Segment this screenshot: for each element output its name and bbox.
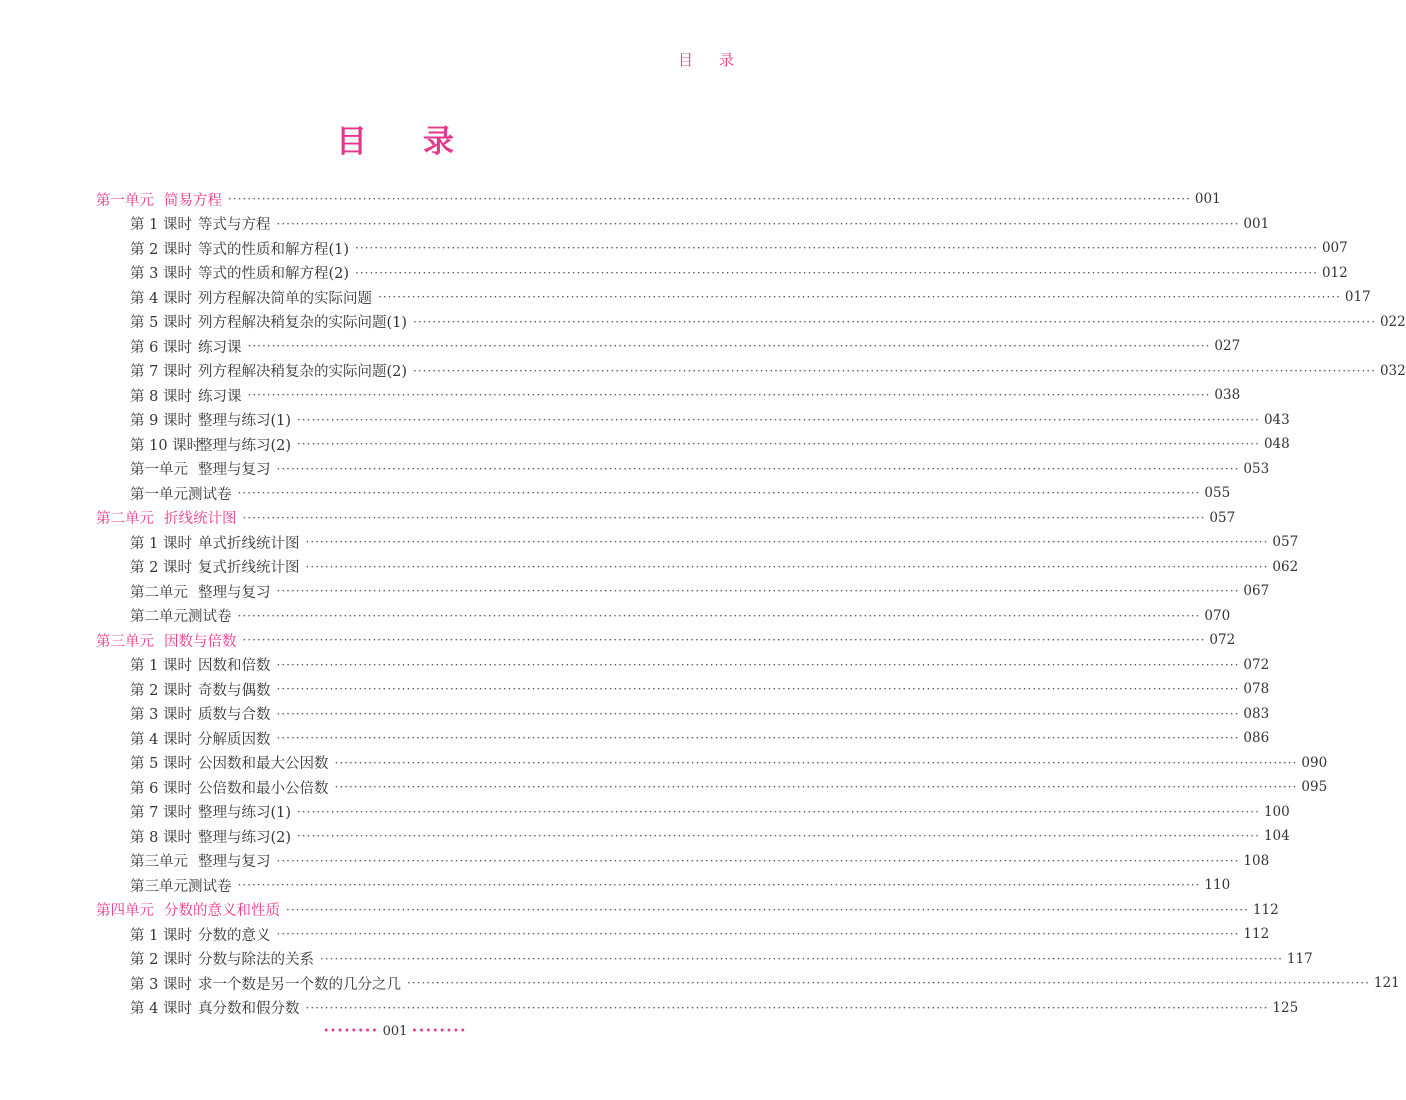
toc-lesson-entry[interactable] [96, 873, 1231, 898]
toc-page-number: 100 [1263, 803, 1290, 820]
toc-leader-dots: ········································································································································································································ [276, 461, 1240, 476]
toc-page-number: 112 [1243, 926, 1270, 943]
toc-entry-label [130, 679, 271, 700]
toc-entry-title: 因数和倍数 [198, 658, 271, 675]
toc-entry-number: 第 4 课时 [130, 1001, 192, 1018]
toc-entry-label [130, 483, 232, 504]
toc-lesson-entry[interactable] [96, 261, 1348, 286]
toc-leader-dots: ········································································································································································································ [297, 437, 1260, 452]
toc-entry-label [130, 997, 300, 1018]
toc-leader-dots: ········································································································································································································ [334, 780, 1298, 795]
toc-leader-dots: ········································································································································································································ [407, 976, 1370, 991]
toc-page-number: 110 [1204, 877, 1231, 894]
toc-leader-dots: ········································································································································································································ [237, 608, 1201, 623]
toc-entry-title: 整理与复习 [198, 462, 271, 479]
toc-entry-number: 第 2 课时 [130, 241, 192, 258]
footer-ornament-right: •••••••• [411, 1026, 467, 1037]
toc-entry-label [130, 287, 372, 308]
toc-entry-label [130, 409, 291, 430]
toc-lesson-entry[interactable] [96, 849, 1270, 874]
toc-lesson-entry[interactable] [96, 971, 1400, 996]
toc-lesson-entry[interactable] [96, 432, 1290, 457]
toc-entry-label [130, 458, 271, 479]
toc-entry-number: 第 5 课时 [130, 315, 192, 332]
toc-leader-dots: ········································································································································································································ [276, 657, 1240, 672]
toc-entry-title: 奇数与偶数 [198, 682, 271, 699]
toc-entry-number: 第 7 课时 [130, 364, 192, 381]
toc-entry-label [130, 826, 291, 847]
toc-page-number: 086 [1243, 730, 1270, 747]
toc-entry-title: 列方程解决简单的实际问题 [198, 290, 372, 307]
toc-page-number: 083 [1243, 705, 1270, 722]
toc-entry-title: 列方程解决稍复杂的实际问题(1) [198, 315, 408, 332]
toc-lesson-entry[interactable] [96, 310, 1406, 335]
toc-page-number: 067 [1243, 583, 1270, 600]
toc-entry-title: 等式与方程 [198, 217, 271, 234]
toc-page-number: 048 [1263, 436, 1290, 453]
toc-lesson-entry[interactable] [96, 653, 1270, 678]
toc-entry-number: 第二单元 [130, 584, 188, 601]
toc-entry-number: 第 3 课时 [130, 707, 192, 724]
toc-leader-dots: ········································································································································································································ [276, 927, 1240, 942]
toc-entry-number: 第 4 课时 [130, 290, 192, 307]
toc-entry-number: 第 9 课时 [130, 413, 192, 430]
toc-page-number: 104 [1263, 828, 1290, 845]
toc-lesson-entry[interactable] [96, 236, 1348, 261]
footer-ornament-left: •••••••• [323, 1026, 379, 1037]
toc-page-number: 001 [1194, 191, 1221, 208]
toc-page-number: 062 [1272, 558, 1299, 575]
toc-entry-title: 真分数和假分数 [198, 1001, 300, 1018]
toc-entry-label [130, 262, 349, 283]
page-footer [0, 1024, 790, 1039]
toc-entry-label [130, 752, 329, 773]
toc-entry-number: 第 10 课时 [130, 437, 202, 454]
toc-lesson-entry[interactable] [96, 457, 1270, 482]
toc-lesson-entry[interactable] [96, 408, 1290, 433]
toc-page-number: 022 [1379, 313, 1406, 330]
toc-entry-label [96, 507, 237, 528]
toc-lesson-entry[interactable] [96, 555, 1299, 580]
toc-entry-title: 分数的意义和性质 [164, 903, 280, 920]
toc-leader-dots: ········································································································································································································ [305, 535, 1269, 550]
toc-entry-number: 第一单元 [96, 192, 154, 209]
toc-leader-dots: ········································································································································································································ [276, 584, 1240, 599]
toc-unit-entry[interactable] [96, 628, 1236, 653]
toc-lesson-entry[interactable] [96, 481, 1231, 506]
toc-entry-label [130, 973, 401, 994]
toc-entry-title: 列方程解决稍复杂的实际问题(2) [198, 364, 408, 381]
toc-leader-dots: ········································································································································································································ [247, 339, 1211, 354]
toc-lesson-entry[interactable] [96, 775, 1328, 800]
toc-entry-label [130, 605, 232, 626]
toc-entry-number: 第 8 课时 [130, 388, 192, 405]
toc-entry-title: 单式折线统计图 [198, 535, 300, 552]
toc-entry-label [130, 213, 271, 234]
toc-unit-entry[interactable] [96, 506, 1236, 531]
toc-entry-number: 第二单元 [96, 511, 154, 528]
toc-entry-title: 质数与合数 [198, 707, 271, 724]
toc-page-number: 057 [1209, 509, 1236, 526]
toc-entry-title: 求一个数是另一个数的几分之几 [198, 976, 401, 993]
toc-entry-title: 整理与练习(1) [198, 805, 292, 822]
toc-leader-dots: ········································································································································································································ [276, 706, 1240, 721]
toc-entry-title: 等式的性质和解方程(1) [198, 241, 350, 258]
toc-entry-label [130, 703, 271, 724]
toc-entry-title: 练习课 [198, 339, 242, 356]
toc-lesson-entry[interactable] [96, 726, 1270, 751]
toc-page-number: 032 [1379, 362, 1406, 379]
table-of-contents [96, 187, 1406, 1020]
toc-leader-dots: ········································································································································································································ [247, 388, 1211, 403]
toc-entry-title: 复式折线统计图 [198, 560, 300, 577]
toc-unit-entry[interactable] [96, 898, 1279, 923]
toc-lesson-entry[interactable] [96, 212, 1270, 237]
toc-page-number: 070 [1204, 607, 1231, 624]
toc-entry-label [130, 311, 407, 332]
toc-leader-dots: ········································································································································································································ [297, 804, 1260, 819]
toc-entry-number: 第 2 课时 [130, 682, 192, 699]
toc-entry-number: 第 6 课时 [130, 339, 192, 356]
toc-entry-number: 第 2 课时 [130, 560, 192, 577]
toc-leader-dots: ········································································································································································································ [286, 902, 1249, 917]
toc-entry-title: 整理与练习(1) [198, 413, 292, 430]
toc-entry-title: 整理与练习(2) [198, 437, 292, 454]
toc-entry-number: 第 1 课时 [130, 535, 192, 552]
toc-leader-dots: ········································································································································································································ [237, 878, 1201, 893]
toc-lesson-entry[interactable] [96, 947, 1313, 972]
toc-page-number: 017 [1344, 289, 1371, 306]
toc-lesson-entry[interactable] [96, 677, 1270, 702]
toc-entry-title: 第二单元测试卷 [130, 609, 232, 626]
toc-page-number: 053 [1243, 460, 1270, 477]
toc-page-number: 095 [1301, 779, 1328, 796]
toc-entry-title: 整理与练习(2) [198, 829, 292, 846]
toc-page-number: 108 [1243, 852, 1270, 869]
toc-entry-label [130, 532, 300, 553]
toc-entry-title: 第三单元测试卷 [130, 878, 232, 895]
toc-leader-dots: ········································································································································································································ [334, 755, 1298, 770]
toc-leader-dots: ········································································································································································································ [305, 1000, 1269, 1015]
toc-page-number: 027 [1214, 338, 1241, 355]
toc-entry-number: 第 7 课时 [130, 805, 192, 822]
toc-leader-dots: ········································································································································································································ [413, 363, 1376, 378]
toc-entry-title: 练习课 [198, 388, 242, 405]
toc-entry-title: 因数与倍数 [164, 633, 237, 650]
toc-page-number: 117 [1286, 950, 1313, 967]
toc-page-number: 001 [1243, 215, 1270, 232]
toc-entry-label [130, 850, 271, 871]
toc-entry-label [130, 777, 329, 798]
toc-page-number: 012 [1321, 264, 1348, 281]
toc-entry-number: 第 8 课时 [130, 829, 192, 846]
toc-leader-dots: ········································································································································································································ [276, 731, 1240, 746]
toc-unit-entry[interactable] [96, 187, 1221, 212]
toc-entry-label [130, 875, 232, 896]
toc-entry-title: 第一单元测试卷 [130, 486, 232, 503]
toc-entry-label [130, 924, 271, 945]
toc-leader-dots: ········································································································································································································ [413, 314, 1376, 329]
toc-entry-label [96, 630, 237, 651]
toc-entry-label [130, 556, 300, 577]
toc-entry-label [96, 899, 280, 920]
toc-entry-label [130, 385, 242, 406]
toc-entry-title: 分解质因数 [198, 731, 271, 748]
toc-lesson-entry[interactable] [96, 604, 1231, 629]
toc-entry-label [130, 728, 271, 749]
toc-entry-number: 第 1 课时 [130, 927, 192, 944]
toc-page-number: 043 [1263, 411, 1290, 428]
toc-entry-number: 第 5 课时 [130, 756, 192, 773]
toc-leader-dots: ········································································································································································································ [242, 510, 1206, 525]
toc-page-number: 007 [1321, 240, 1348, 257]
toc-page-number: 112 [1252, 901, 1279, 918]
toc-entry-label [130, 581, 271, 602]
toc-page-number: 057 [1272, 534, 1299, 551]
toc-entry-title: 公因数和最大公因数 [198, 756, 329, 773]
toc-entry-title: 分数与除法的关系 [198, 952, 314, 969]
toc-leader-dots: ········································································································································································································ [276, 216, 1240, 231]
toc-lesson-entry[interactable] [96, 996, 1299, 1021]
footer-page-number: 001 [382, 1024, 408, 1039]
toc-leader-dots: ········································································································································································································ [242, 633, 1206, 648]
toc-page-number: 078 [1243, 681, 1270, 698]
toc-leader-dots: ········································································································································································································ [228, 192, 1191, 207]
toc-entry-number: 第 6 课时 [130, 780, 192, 797]
toc-leader-dots: ········································································································································································································ [320, 951, 1283, 966]
toc-entry-label [130, 360, 407, 381]
toc-entry-number: 第 1 课时 [130, 217, 192, 234]
toc-leader-dots: ········································································································································································································ [305, 559, 1269, 574]
toc-lesson-entry[interactable] [96, 334, 1241, 359]
toc-page-number: 121 [1373, 975, 1400, 992]
page-title: 目录 [336, 124, 510, 160]
toc-lesson-entry[interactable] [96, 922, 1270, 947]
toc-lesson-entry[interactable] [96, 530, 1299, 555]
toc-lesson-entry[interactable] [96, 285, 1371, 310]
toc-entry-title: 简易方程 [164, 192, 222, 209]
toc-leader-dots: ········································································································································································································ [355, 265, 1318, 280]
toc-entry-number: 第 4 课时 [130, 731, 192, 748]
toc-lesson-entry[interactable] [96, 579, 1270, 604]
toc-lesson-entry[interactable] [96, 359, 1406, 384]
toc-entry-label [130, 238, 349, 259]
toc-entry-label [96, 189, 222, 210]
toc-entry-title: 等式的性质和解方程(2) [198, 266, 350, 283]
toc-leader-dots: ········································································································································································································ [355, 241, 1318, 256]
running-head: 目录 [677, 51, 760, 69]
toc-entry-number: 第 3 课时 [130, 266, 192, 283]
toc-page-number: 090 [1301, 754, 1328, 771]
toc-page-number: 072 [1243, 656, 1270, 673]
toc-leader-dots: ········································································································································································································ [276, 682, 1240, 697]
toc-entry-number: 第 3 课时 [130, 976, 192, 993]
toc-leader-dots: ········································································································································································································ [378, 290, 1341, 305]
toc-lesson-entry[interactable] [96, 702, 1270, 727]
toc-entry-number: 第 1 课时 [130, 658, 192, 675]
toc-entry-number: 第三单元 [96, 633, 154, 650]
toc-leader-dots: ········································································································································································································ [276, 853, 1240, 868]
toc-entry-label [130, 801, 291, 822]
toc-lesson-entry[interactable] [96, 824, 1290, 849]
toc-page-number: 072 [1209, 632, 1236, 649]
toc-entry-label [130, 654, 271, 675]
toc-entry-number: 第一单元 [130, 462, 188, 479]
toc-leader-dots: ········································································································································································································ [237, 486, 1201, 501]
toc-page-number: 038 [1214, 387, 1241, 404]
toc-entry-title: 整理与复习 [198, 584, 271, 601]
toc-page-number: 125 [1272, 999, 1299, 1016]
toc-entry-label [130, 948, 314, 969]
toc-entry-label [130, 336, 242, 357]
toc-leader-dots: ········································································································································································································ [297, 829, 1260, 844]
toc-entry-number: 第三单元 [130, 854, 188, 871]
toc-lesson-entry[interactable] [96, 751, 1328, 776]
toc-entry-number: 第 2 课时 [130, 952, 192, 969]
toc-entry-title: 整理与复习 [198, 854, 271, 871]
toc-entry-number: 第四单元 [96, 903, 154, 920]
toc-lesson-entry[interactable] [96, 800, 1290, 825]
toc-entry-title: 分数的意义 [198, 927, 271, 944]
toc-entry-title: 公倍数和最小公倍数 [198, 780, 329, 797]
toc-lesson-entry[interactable] [96, 383, 1241, 408]
toc-entry-title: 折线统计图 [164, 511, 237, 528]
toc-page-number: 055 [1204, 485, 1231, 502]
toc-leader-dots: ········································································································································································································ [297, 412, 1260, 427]
toc-entry-label [130, 434, 291, 455]
